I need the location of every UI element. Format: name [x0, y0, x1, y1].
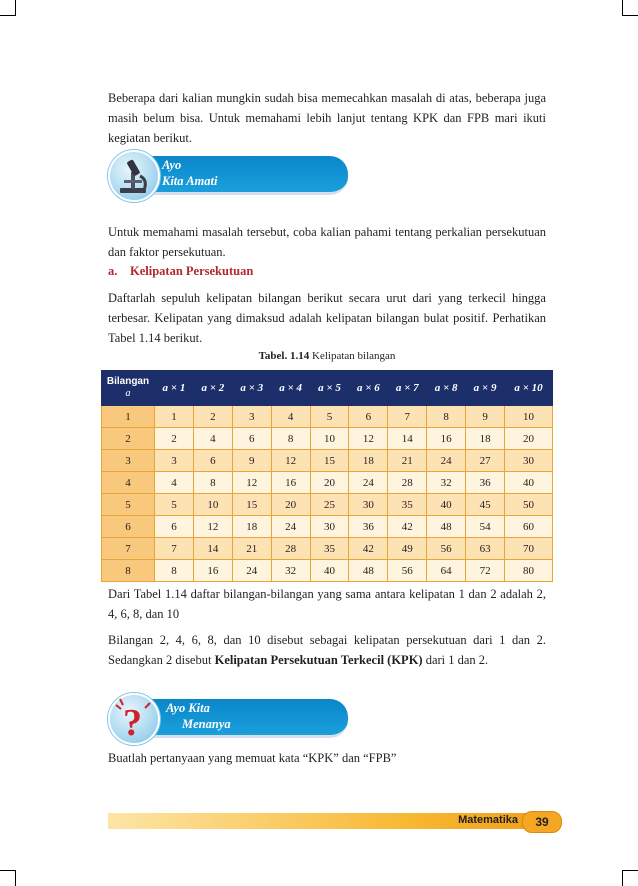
table-header-row — [102, 371, 553, 406]
multiple-cell: 4 — [155, 472, 194, 494]
multiple-cell: 21 — [388, 450, 427, 472]
multiple-cell: 12 — [349, 428, 388, 450]
multiple-cell: 56 — [388, 560, 427, 582]
header-cell: a × 1 — [155, 371, 194, 406]
multiple-cell: 2 — [155, 428, 194, 450]
multiple-cell: 7 — [388, 406, 427, 428]
instruction-paragraph: Untuk memahami masalah tersebut, coba kalian pahami tentang perkalian persekutuan dan faktor persekutuan. — [108, 225, 546, 259]
multiple-cell: 18 — [349, 450, 388, 472]
multiple-cell: 72 — [466, 560, 505, 582]
multiple-cell: 6 — [349, 406, 388, 428]
multiple-cell: 54 — [466, 516, 505, 538]
multiple-cell: 14 — [388, 428, 427, 450]
multiple-cell: 12 — [193, 516, 232, 538]
multiple-cell: 70 — [505, 538, 553, 560]
multiple-cell: 42 — [388, 516, 427, 538]
table-row — [102, 494, 553, 516]
question-task-paragraph: Buatlah pertanyaan yang memuat kata “KPK” dan “FPB” — [108, 751, 397, 765]
multiple-cell: 35 — [388, 494, 427, 516]
microscope-icon — [108, 150, 160, 202]
row-number-cell: 4 — [102, 472, 155, 494]
multiple-cell: 25 — [310, 494, 349, 516]
multiple-cell: 28 — [271, 538, 310, 560]
multiple-cell: 3 — [155, 450, 194, 472]
multiple-cell: 18 — [466, 428, 505, 450]
multiple-cell: 80 — [505, 560, 553, 582]
multiple-cell: 1 — [155, 406, 194, 428]
banner-text — [162, 157, 217, 189]
svg-text:?: ? — [123, 702, 142, 743]
multiple-cell: 9 — [466, 406, 505, 428]
row-number-cell: 6 — [102, 516, 155, 538]
header-cell: a × 6 — [349, 371, 388, 406]
banner-line-1: Ayo — [162, 158, 182, 172]
task-paragraph: Daftarlah sepuluh kelipatan bilangan berikut secara urut dari yang terkecil hingga terbesar. Kelipatan yang dimaksud adalah kelipatan bilangan bulat positif. Perhatikan Tabel 1.14 berikut. — [108, 291, 546, 345]
multiple-cell: 18 — [232, 516, 271, 538]
multiple-cell: 8 — [271, 428, 310, 450]
multiple-cell: 30 — [310, 516, 349, 538]
row-number-cell: 7 — [102, 538, 155, 560]
multiple-cell: 45 — [466, 494, 505, 516]
multiples-table — [101, 370, 553, 582]
multiple-cell: 21 — [232, 538, 271, 560]
multiple-cell: 40 — [427, 494, 466, 516]
kpk-definition-paragraph: Bilangan 2, 4, 6, 8, dan 10 disebut sebagai kelipatan persekutuan dari 1 dan 2. Sedangkan 2 disebut Kelipatan Persekutuan Terkecil (KPK) dari 1 dan 2. — [108, 633, 546, 667]
page-footer — [108, 811, 562, 831]
multiple-cell: 24 — [271, 516, 310, 538]
table-row — [102, 472, 553, 494]
multiple-cell: 9 — [232, 450, 271, 472]
page-number: 39 — [522, 811, 562, 833]
multiple-cell: 12 — [232, 472, 271, 494]
multiple-cell: 10 — [505, 406, 553, 428]
crop-mark-bottom-left — [0, 870, 16, 886]
table-row — [102, 406, 553, 428]
multiple-cell: 6 — [193, 450, 232, 472]
multiple-cell: 64 — [427, 560, 466, 582]
multiple-cell: 30 — [349, 494, 388, 516]
header-cell: a × 5 — [310, 371, 349, 406]
multiple-cell: 56 — [427, 538, 466, 560]
table-row — [102, 428, 553, 450]
multiple-cell: 15 — [232, 494, 271, 516]
table-caption-text: Kelipatan bilangan — [309, 350, 396, 362]
multiple-cell: 2 — [193, 406, 232, 428]
header-cell: a × 4 — [271, 371, 310, 406]
multiple-cell: 12 — [271, 450, 310, 472]
multiple-cell: 15 — [310, 450, 349, 472]
header-cell: a × 10 — [505, 371, 553, 406]
multiple-cell: 10 — [310, 428, 349, 450]
multiple-cell: 6 — [232, 428, 271, 450]
banner-bar — [148, 156, 348, 195]
multiple-cell: 5 — [310, 406, 349, 428]
multiple-cell: 32 — [427, 472, 466, 494]
multiple-cell: 5 — [155, 494, 194, 516]
header-cell: a × 9 — [466, 371, 505, 406]
row-number-cell: 3 — [102, 450, 155, 472]
multiple-cell: 8 — [155, 560, 194, 582]
row-number-cell: 2 — [102, 428, 155, 450]
multiple-cell: 6 — [155, 516, 194, 538]
footer-subject: Matematika — [458, 814, 518, 826]
table-body — [102, 406, 553, 582]
multiple-cell: 8 — [193, 472, 232, 494]
section-number: a. — [108, 264, 118, 278]
multiple-cell: 10 — [193, 494, 232, 516]
row-number-cell: 8 — [102, 560, 155, 582]
row-number-cell: 1 — [102, 406, 155, 428]
multiple-cell: 24 — [427, 450, 466, 472]
table-row — [102, 450, 553, 472]
table-caption — [108, 350, 546, 362]
multiple-cell: 42 — [349, 538, 388, 560]
table-row — [102, 560, 553, 582]
multiple-cell: 16 — [271, 472, 310, 494]
row-number-cell: 5 — [102, 494, 155, 516]
banner-bar — [148, 699, 348, 738]
multiple-cell: 36 — [349, 516, 388, 538]
multiple-cell: 4 — [193, 428, 232, 450]
multiple-cell: 3 — [232, 406, 271, 428]
header-cell: a × 3 — [232, 371, 271, 406]
multiple-cell: 24 — [232, 560, 271, 582]
multiple-cell: 40 — [310, 560, 349, 582]
crop-mark-bottom-right — [622, 870, 638, 886]
multiple-cell: 32 — [271, 560, 310, 582]
section-heading-a — [108, 264, 253, 279]
banner-line-1: Ayo Kita — [166, 701, 210, 715]
multiple-cell: 20 — [505, 428, 553, 450]
multiple-cell: 28 — [388, 472, 427, 494]
multiple-cell: 4 — [271, 406, 310, 428]
kpk-term: Kelipatan Persekutuan Terkecil (KPK) — [214, 653, 423, 667]
multiple-cell: 36 — [466, 472, 505, 494]
multiple-cell: 20 — [310, 472, 349, 494]
crop-mark-top-right — [622, 0, 638, 16]
header-bilangan: Bilangan a — [102, 371, 155, 406]
multiple-cell: 40 — [505, 472, 553, 494]
multiple-cell: 35 — [310, 538, 349, 560]
header-cell: a × 2 — [193, 371, 232, 406]
multiple-cell: 30 — [505, 450, 553, 472]
crop-mark-top-left — [0, 0, 16, 16]
observation-paragraph: Dari Tabel 1.14 daftar bilangan-bilangan yang sama antara kelipatan 1 dan 2 adalah 2, 4, 6, 8, dan 10 — [108, 587, 546, 621]
multiple-cell: 50 — [505, 494, 553, 516]
table-caption-label: Tabel. 1.14 — [258, 350, 310, 362]
question-mark-icon — [108, 693, 160, 745]
multiple-cell: 7 — [155, 538, 194, 560]
multiple-cell: 14 — [193, 538, 232, 560]
multiple-cell: 16 — [427, 428, 466, 450]
header-cell: a × 8 — [427, 371, 466, 406]
table-row — [102, 516, 553, 538]
multiple-cell: 48 — [427, 516, 466, 538]
ayo-kita-menanya-banner — [108, 693, 358, 743]
multiple-cell: 63 — [466, 538, 505, 560]
multiple-cell: 27 — [466, 450, 505, 472]
table-row — [102, 538, 553, 560]
multiple-cell: 60 — [505, 516, 553, 538]
banner-line-2: Kita Amati — [162, 174, 218, 188]
multiple-cell: 48 — [349, 560, 388, 582]
multiple-cell: 20 — [271, 494, 310, 516]
intro-paragraph: Beberapa dari kalian mungkin sudah bisa memecahkan masalah di atas, beberapa juga masih belum bisa. Untuk memahami lebih lanjut tentang KPK dan FPB mari ikuti kegiatan berikut. — [108, 91, 546, 145]
banner-text — [166, 700, 231, 732]
multiple-cell: 16 — [193, 560, 232, 582]
banner-line-2: Menanya — [182, 717, 231, 731]
multiple-cell: 49 — [388, 538, 427, 560]
header-cell: a × 7 — [388, 371, 427, 406]
ayo-kita-amati-banner — [108, 150, 358, 200]
section-title: Kelipatan Persekutuan — [130, 264, 254, 278]
multiple-cell: 8 — [427, 406, 466, 428]
multiple-cell: 24 — [349, 472, 388, 494]
